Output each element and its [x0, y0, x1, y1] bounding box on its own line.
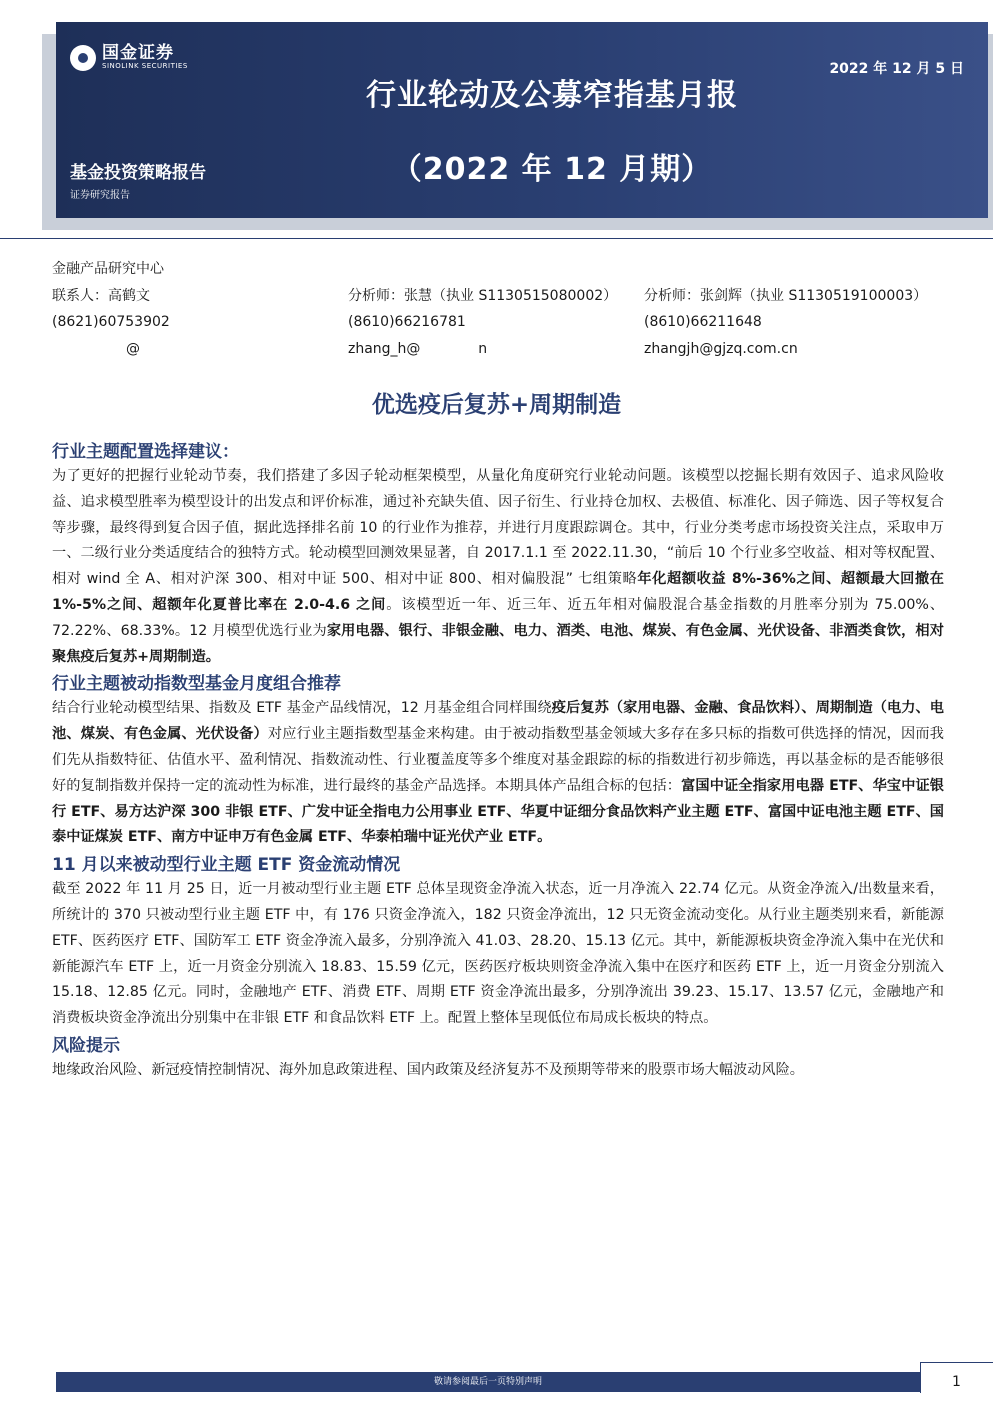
logo-icon — [70, 45, 96, 71]
contact-person: 联系人：高鹤文 — [52, 287, 150, 304]
bold-run: 年化超额收益 8%-36%之间、超额最大回撤在 1%-5%之间、超额年化夏普比率在 2.0-4.6 之间 — [52, 571, 944, 613]
analyst2-name: 分析师：张剑辉（执业 S1130519100003） — [644, 287, 928, 304]
report-date: 2022 年 12 月 5 日 — [829, 61, 964, 77]
logo-en: SINOLINK SECURITIES — [102, 62, 188, 70]
contact-phone: (8621)60753902 — [52, 314, 170, 330]
report-kind: 证券研究报告 — [70, 190, 130, 201]
report-body — [52, 440, 944, 1086]
paragraph-allocation — [52, 464, 944, 670]
text-run: 。该模型近一年、近三年、近五年相对偏股混合基金指数的月胜率分别为 75.00%、72.22%、68.33%。12 月模型优选行业为 — [52, 596, 944, 639]
analyst1-name: 分析师：张慧（执业 S1130515080002） — [348, 287, 618, 304]
text-run: 结合行业轮动模型结果、指数及 ETF 基金产品线情况，12 月基金组合同样围绕 — [52, 700, 552, 717]
analyst1-column — [348, 283, 617, 363]
analyst1-email[interactable]: zhang_h@ n — [348, 340, 488, 357]
analyst2-column — [644, 283, 927, 363]
header-divider — [0, 238, 993, 239]
section-heading-fund-flow: 11 月以来被动型行业主题 ETF 资金流动情况 — [52, 855, 401, 876]
report-type: 基金投资策略报告 — [70, 163, 206, 183]
dept-name: 金融产品研究中心 — [52, 261, 164, 277]
footer-notice: 敬请参阅最后一页特别声明 — [56, 1372, 920, 1392]
bold-run: 富国中证全指家用电器 ETF、华宝中证银行 ETF、易方达沪深 300 非银 ETF、广发中证全指电力公用事业 ETF、华夏中证细分食品饮料产业主题 ETF、富国中证电池主题 ETF、国泰中证煤炭 ETF、南方中证申万有色金属 ETF、华泰柏瑞中证光伏产业 ETF。 — [52, 777, 944, 846]
report-subtitle: （2022 年 12 月期） — [391, 152, 713, 187]
text-run: 为了更好的把握行业轮动节奏，我们搭建了多因子轮动框架模型，从量化角度研究行业轮动问题。该模型以挖掘长期有效因子、追求风险收益、追求模型胜率为模型设计的出发点和评价标准，通过补充缺失值、因子衍生、行业持仓加权、去极值、标准化、因子筛选、因子等权复合等步骤，最终得到复合因子值，据此选择排名前 10 的行业作为推荐，并进行月度跟踪调仓。其中，行业分类考虑市场投资关注点，采取申万一、二级行业分类适度结合的独特方式。轮动模型回测效果显著，自 2017.1.1 至 2022.11.30，“前后 10 个行业多空收益、相对等权配置、相对 wind 全 A、相对沪深 300、相对中证 500、相对中证 800、相对偏股混” 七组策略 — [52, 468, 944, 588]
contact-column — [52, 256, 170, 362]
header-banner — [56, 22, 988, 218]
analyst2-phone: (8610)66211648 — [644, 314, 762, 330]
contact-email[interactable]: @ — [126, 340, 140, 357]
bold-run: 疫后复苏（家用电器、金融、食品饮料）、周期制造（电力、电池、煤炭、有色金属、光伏设备） — [52, 700, 944, 743]
paragraph-risk: 地缘政治风险、新冠疫情控制情况、海外加息政策进程、国内政策及经济复苏不及预期等带来的股票市场大幅波动风险。 — [52, 1061, 804, 1078]
bold-run: 家用电器、银行、非银金融、电力、酒类、电池、煤炭、有色金属、光伏设备、非酒类食饮，相对聚焦疫后复苏+周期制造。 — [52, 622, 944, 665]
logo-cn: 国金证券 — [102, 43, 174, 63]
section-heading-allocation: 行业主题配置选择建议： — [52, 442, 239, 462]
analyst1-phone: (8610)66216781 — [348, 314, 466, 330]
report-title: 行业轮动及公募窄指基月报 — [366, 78, 738, 113]
company-logo — [70, 44, 188, 71]
analyst2-email[interactable]: zhangjh@gjzq.com.cn — [644, 340, 798, 357]
section-heading-portfolio: 行业主题被动指数型基金月度组合推荐 — [52, 674, 341, 695]
paragraph-fund-flow: 截至 2022 年 11 月 25 日，近一月被动型行业主题 ETF 总体呈现资金净流入状态，近一月净流入 22.74 亿元。从资金净流入/出数量来看，所统计的 370 只被动型行业主题 ETF 中，有 176 只资金净流入，182 只资金净流出，12 只无资金流动变化。从行业主题类别来看，新能源 ETF、医药医疗 ETF、国防军工 ETF 资金净流入最多，分别净流入 41.03、28.20、15.13 亿元。其中，新能源板块资金净流入集中在光伏和新能源汽车 ETF 上，近一月资金分别流入 18.83、15.59 亿元，医药医疗板块则资金净流入集中在医疗和医药 ETF 上，近一月资金分别流入 15.18、12.85 亿元。同时，金融地产 ETF、消费 ETF、周期 ETF 资金净流出最多，分别净流出 39.23、15.17、13.57 亿元，金融地产和消费板块资金净流出分别集中在非银 ETF 和食品饮料 ETF 上。配置上整体呈现低位布局成长板块的特点。 — [52, 881, 944, 1027]
theme-title: 优选疫后复苏+周期制造 — [371, 392, 622, 418]
paragraph-portfolio — [52, 696, 944, 851]
page-number: 1 — [952, 1374, 961, 1390]
section-heading-risk: 风险提示 — [52, 1035, 120, 1056]
text-run: 对应行业主题指数型基金来构建。由于被动指数型基金领域大多存在多只标的指数可供选择的情况，因而我们先从指数特征、估值水平、盈利情况、指数流动性、行业覆盖度等多个维度对基金跟踪的标的指数进行初步筛选，再以基金标的是否能够很好的复制指数并保持一定的流动性为标准，进行最终的基金产品选择。本期具体产品组合标的包括： — [52, 726, 944, 794]
